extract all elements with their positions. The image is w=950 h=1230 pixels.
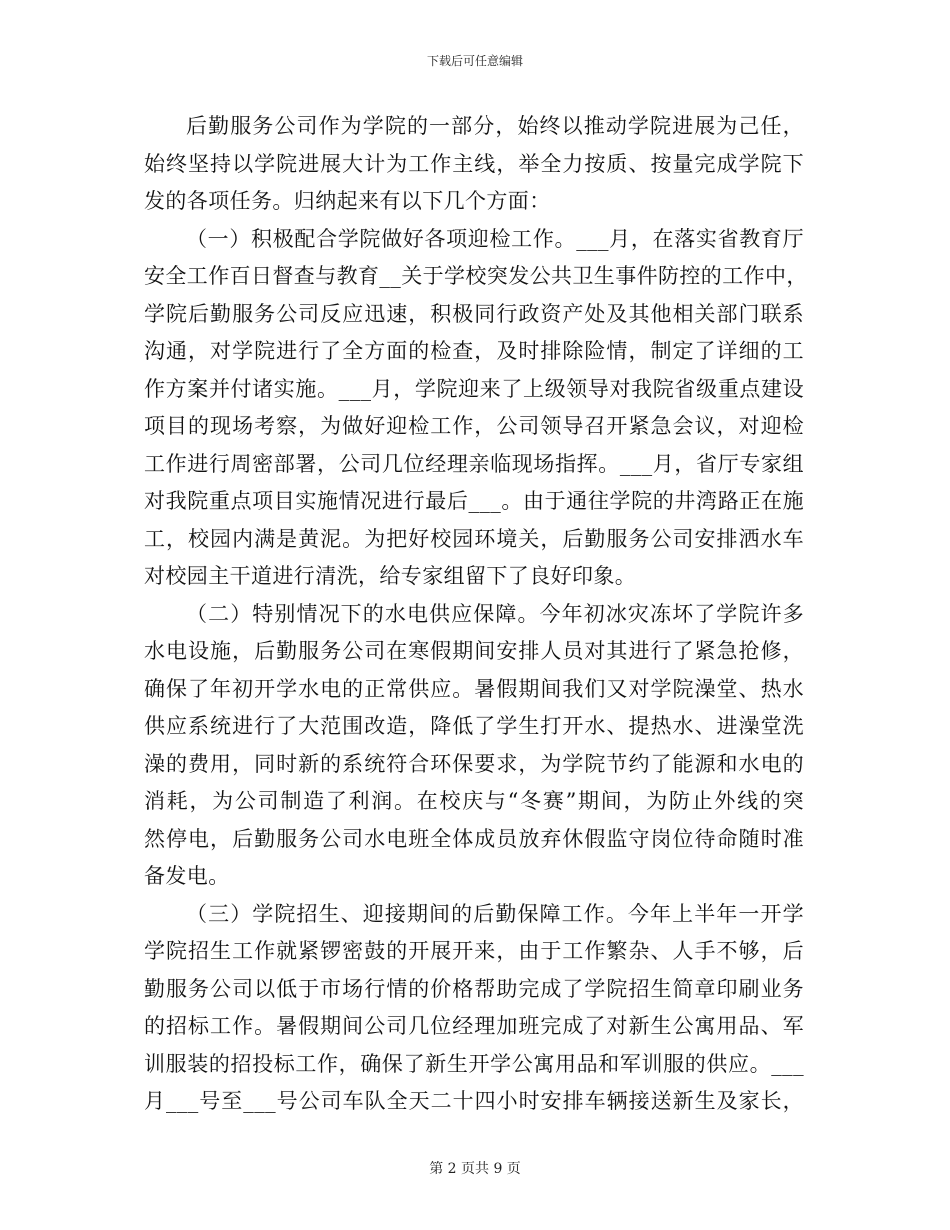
text-line: 水电设施，后勤服务公司在寒假期间安排人员对其进行了紧急抢修，	[144, 639, 804, 663]
text-line: 训服装的招投标工作，确保了新生开学公寓用品和军训服的供应。___	[144, 1051, 804, 1076]
page-header: 下载后可任意编辑	[426, 54, 523, 68]
text-line: 作方案并付诸实施。___月，学院迎来了上级领导对我院省级重点建设	[144, 376, 804, 401]
text-line: 对校园主干道进行清洗，给专家组留下了良好印象。	[144, 564, 637, 588]
text-line: 始终坚持以学院进展大计为工作主线，举全力按质、按量完成学院下	[144, 151, 804, 176]
text-line: （二）特别情况下的水电供应保障。今年初冰灾冻坏了学院许多	[186, 601, 804, 626]
text-line: （一）积极配合学院做好各项迎检工作。___月，在落实省教育厅	[186, 226, 804, 251]
text-line: 的招标工作。暑假期间公司几位经理加班完成了对新生公寓用品、军	[144, 1014, 804, 1038]
paragraph	[144, 221, 808, 596]
text-line: 学院后勤服务公司反应迅速，积极同行政资产处及其他相关部门联系	[144, 301, 804, 326]
paragraph	[144, 896, 804, 1121]
text-line: 项目的现场考察，为做好迎检工作，公司领导召开紧急会议，对迎检	[144, 414, 804, 438]
paragraph	[144, 108, 804, 221]
text-line: 对我院重点项目实施情况进行最后___。由于通往学院的井湾路正在施	[144, 489, 804, 513]
text-line: 供应系统进行了大范围改造，降低了学生打开水、提热水、进澡堂洗	[144, 714, 804, 738]
text-line: 工作进行周密部署，公司几位经理亲临现场指挥。___月，省厅专家组	[144, 451, 804, 476]
text-line: 确保了年初开学水电的正常供应。暑假期间我们又对学院澡堂、热水	[144, 676, 804, 701]
text-line: 月___号至___号公司车队全天二十四小时安排车辆接送新生及家长，	[144, 1089, 804, 1113]
text-line: 勤服务公司以低于市场行情的价格帮助完成了学院招生简章印刷业务	[144, 976, 804, 1001]
text-line: （三）学院招生、迎接期间的后勤保障工作。今年上半年一开学	[186, 901, 804, 926]
document-body	[144, 108, 808, 1121]
paragraph	[144, 596, 804, 896]
text-line: 学院招生工作就紧锣密鼓的开展开来，由于工作繁杂、人手不够，后	[144, 939, 804, 963]
text-line: 沟通，对学院进行了全方面的检查，及时排除险情，制定了详细的工	[144, 339, 804, 363]
text-line: 发的各项任务。归纳起来有以下几个方面：	[144, 189, 551, 213]
text-line: 消耗，为公司制造了利润。在校庆与“冬赛”期间，为防止外线的突	[144, 789, 804, 813]
text-line: 然停电，后勤服务公司水电班全体成员放弃休假监守岗位待命随时准	[144, 826, 804, 851]
text-line: 澡的费用，同时新的系统符合环保要求，为学院节约了能源和水电的	[144, 751, 804, 776]
text-line: 备发电。	[144, 864, 230, 888]
page-footer: 第 2 页共 9 页	[429, 1161, 521, 1177]
text-line: 安全工作百日督查与教育__关于学校突发公共卫生事件防控的工作中，	[144, 264, 808, 288]
text-line: 后勤服务公司作为学院的一部分，始终以推动学院进展为己任，	[186, 114, 804, 138]
text-line: 工，校园内满是黄泥。为把好校园环境关，后勤服务公司安排洒水车	[144, 526, 804, 551]
